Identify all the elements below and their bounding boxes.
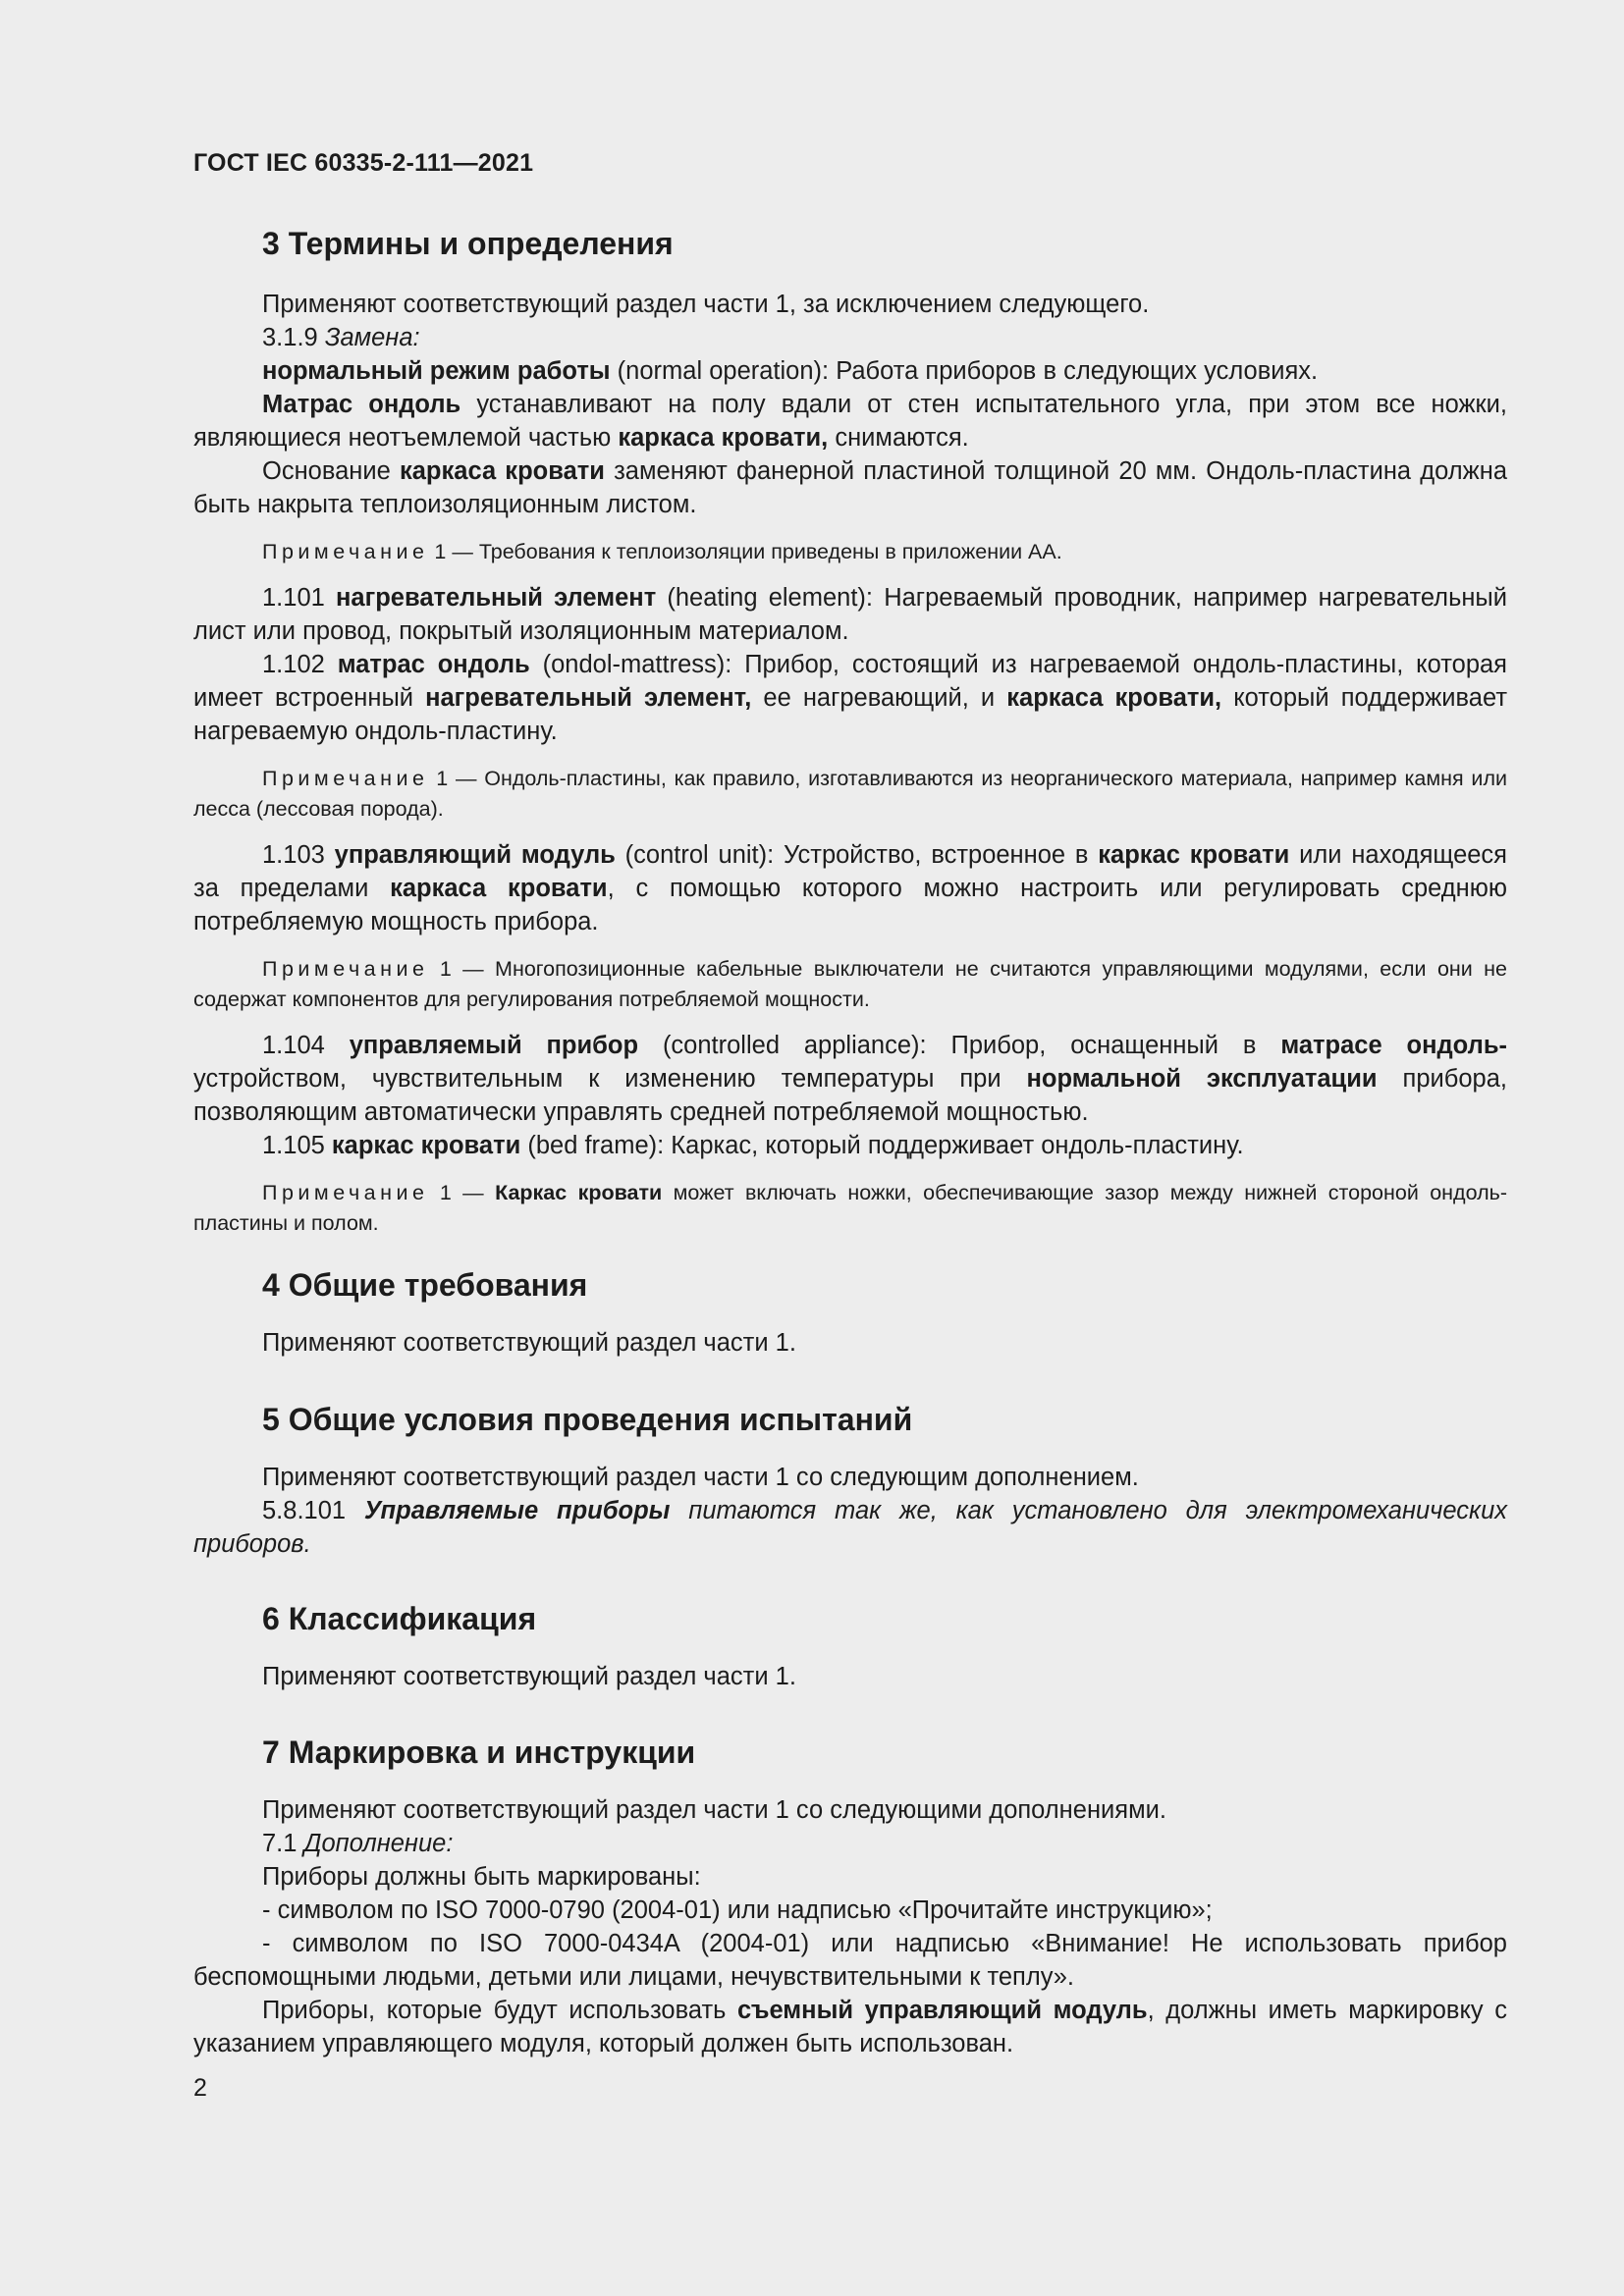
page-number: 2: [193, 2074, 207, 2102]
normal-operation-definition: нормальный режим работы (normal operation): Работа приборов в следующих условиях.: [262, 357, 1319, 385]
definition-1-101: 1.101 нагревательный элемент (heating element): Нагреваемый проводник, например нагревательный лист или провод, покрытый изоляционным материалом.: [193, 584, 1508, 645]
removable-control-unit-paragraph: Приборы, которые будут использовать съемный управляющий модуль, должны иметь маркировку с указанием управляющего модуля, который должен быть использован.: [193, 1997, 1507, 2057]
section-6-title: 6 Классификация: [262, 1601, 537, 1636]
section-3-title: 3 Термины и определения: [262, 226, 674, 261]
note-2: Примечание 1 — Ондоль-пластины, как правило, изготавливаются из неорганического материала, например камня или лесса (лессовая порода).: [193, 767, 1507, 821]
section-3: [193, 224, 1507, 1239]
definition-1-104: 1.104 управляемый прибор (controlled appliance): Прибор, оснащенный в матрасе ондоль- устройством, чувствительным к изменению температуры при нормальной эксплуатации прибора, позволяющим автоматически управлять средней потребляемой мощностью.: [193, 1032, 1507, 1126]
marking-list-item: - символом по ISO 7000-0434A (2004-01) или надписью «Внимание! Не использовать прибор беспомощными людьми, детьми или лицами, нечувствительными к теплу».: [193, 1930, 1507, 1991]
section-7-text: Применяют соответствующий раздел части 1 со следующими дополнениями.: [262, 1796, 1166, 1824]
section-7: [193, 1733, 1507, 2060]
definition-1-105: 1.105 каркас кровати (bed frame): Каркас, который поддерживает ондоль-пластину.: [262, 1132, 1244, 1159]
note-1: Примечание 1 — Требования к теплоизоляции приведены в приложении АА.: [262, 540, 1062, 563]
paragraph-mattress-placement: Матрас ондоль устанавливают на полу вдали от стен испытательного угла, при этом все ножки, являющиеся неотъемлемой частью каркаса кровати, снимаются.: [193, 391, 1508, 452]
section-7-title: 7 Маркировка и инструкции: [262, 1735, 696, 1770]
section-6: [193, 1599, 1507, 1693]
definition-1-102: 1.102 матрас ондоль (ondol-mattress): Прибор, состоящий из нагреваемой ондоль-пластины, которая имеет встроенный нагревательный элемент, ее нагревающий, и каркаса кровати, который поддерживает нагреваемую ондоль-пластину.: [193, 651, 1507, 745]
section-5-text: Применяют соответствующий раздел части 1 со следующим дополнением.: [262, 1464, 1139, 1491]
marking-requirement: Приборы должны быть маркированы:: [262, 1863, 701, 1891]
section-6-text: Применяют соответствующий раздел части 1.: [262, 1663, 796, 1690]
section-5-title: 5 Общие условия проведения испытаний: [262, 1402, 913, 1437]
paragraph-bed-frame-base: Основание каркаса кровати заменяют фанерной пластиной толщиной 20 мм. Ондоль-пластина должна быть накрыта теплоизоляционным листом.: [193, 457, 1507, 518]
marking-list-item: - символом по ISO 7000-0790 (2004-01) или надписью «Прочитайте инструкцию»;: [262, 1896, 1213, 1924]
clause-5-8-101: 5.8.101 Управляемые приборы питаются так же, как установлено для электромеханических приборов.: [193, 1497, 1507, 1558]
clause-3-1-9: 3.1.9 Замена:: [262, 324, 420, 351]
definition-1-103: 1.103 управляющий модуль (control unit): Устройство, встроенное в каркас кровати или находящееся за пределами каркаса кровати, с помощью которого можно настроить или регулировать среднюю потребляемую мощность прибора.: [193, 841, 1507, 935]
section-5: [193, 1400, 1507, 1561]
section-4-text: Применяют соответствующий раздел части 1.: [262, 1329, 796, 1357]
section-3-intro: Применяют соответствующий раздел части 1, за исключением следующего.: [262, 291, 1150, 318]
clause-7-1: 7.1 Дополнение:: [262, 1830, 454, 1857]
note-3: Примечание 1 — Многопозиционные кабельные выключатели не считаются управляющими модулями, если они не содержат компонентов для регулирования потребляемой мощности.: [193, 957, 1507, 1011]
section-4-title: 4 Общие требования: [262, 1267, 588, 1303]
note-4: Примечание 1 — Каркас кровати может включать ножки, обеспечивающие зазор между нижней стороной ондоль-пластины и полом.: [193, 1181, 1507, 1235]
document-header: ГОСТ IEC 60335-2-111—2021: [193, 149, 534, 177]
section-4: [193, 1265, 1507, 1360]
